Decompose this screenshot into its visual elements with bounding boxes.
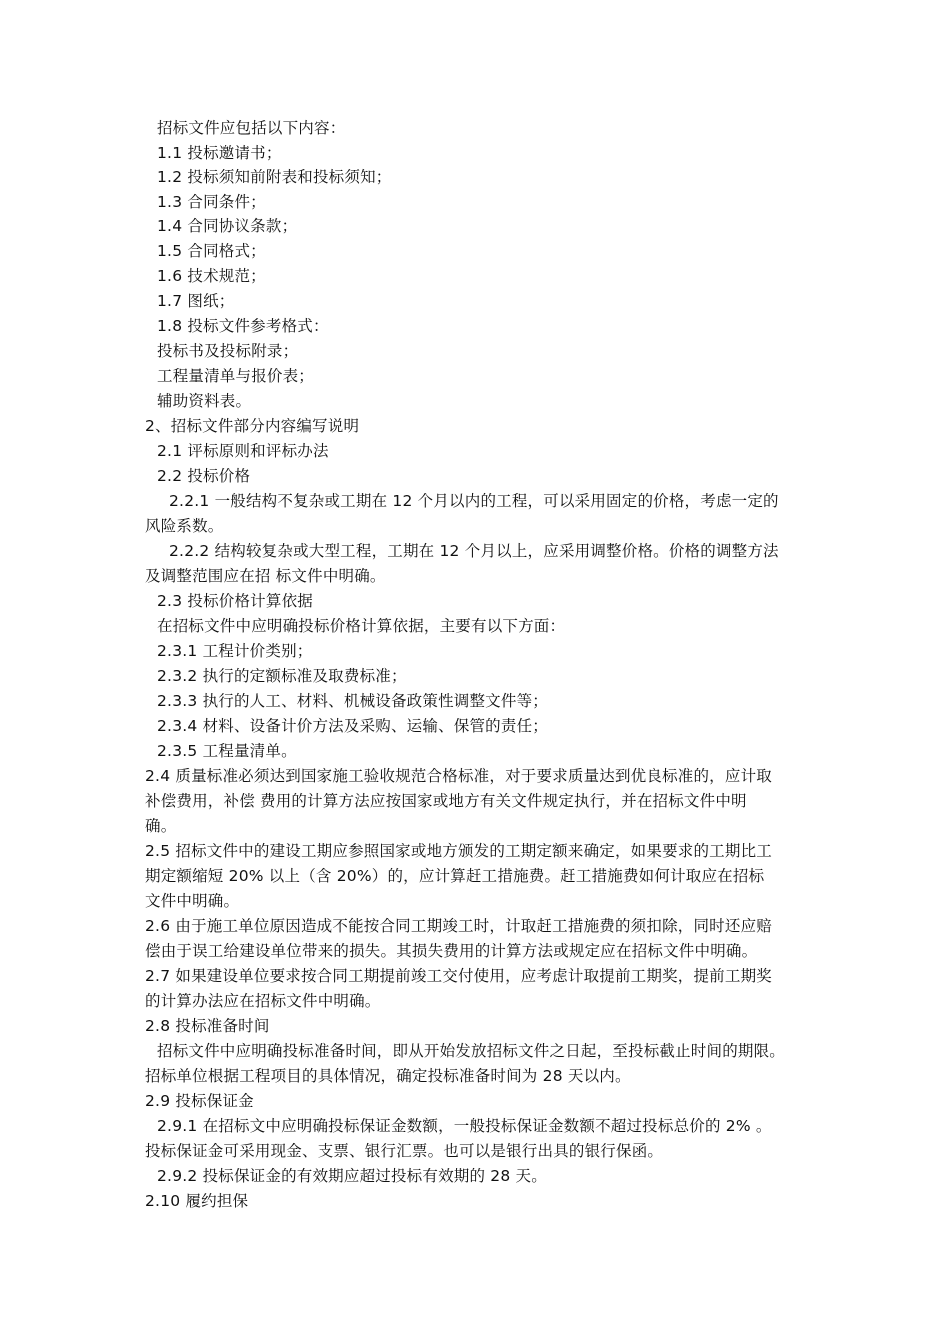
text-line: 2.9 投标保证金 [145, 1092, 254, 1110]
text-line: 2.4 质量标准必须达到国家施工验收规范合格标准，对于要求质量达到优良标准的，应计取 [145, 767, 772, 785]
text-line: 2.2.1 一般结构不复杂或工期在 12 个月以内的工程，可以采用固定的价格，考虑一定的 [169, 492, 779, 510]
text-line: 风险系数。 [145, 517, 224, 535]
text-line: 招标单位根据工程项目的具体情况，确定投标准备时间为 28 天以内。 [145, 1067, 631, 1085]
text-line: 2.1 评标原则和评标办法 [157, 442, 329, 460]
text-line: 2.7 如果建设单位要求按合同工期提前竣工交付使用，应考虑计取提前工期奖，提前工期奖 [145, 967, 772, 985]
text-line: 1.4 合同协议条款； [157, 217, 298, 235]
section-heading: 2、招标文件部分内容编写说明 [145, 417, 360, 435]
text-line: 2.3.1 工程计价类别； [157, 642, 313, 660]
text-line: 1.5 合同格式； [157, 242, 266, 260]
text-line: 在招标文件中应明确投标价格计算依据，主要有以下方面： [157, 617, 566, 635]
text-line: 2.9.2 投标保证金的有效期应超过投标有效期的 28 天。 [157, 1167, 547, 1185]
text-line: 的计算办法应在招标文件中明确。 [145, 992, 381, 1010]
text-line: 投标书及投标附录； [157, 342, 299, 360]
text-line: 2.3.4 材料、设备计价方法及采购、运输、保管的责任； [157, 717, 548, 735]
text-line: 及调整范围应在招 标文件中明确。 [145, 567, 386, 585]
text-line: 招标文件应包括以下内容： [157, 119, 346, 137]
text-line: 2.3.5 工程量清单。 [157, 742, 297, 760]
text-line: 1.3 合同条件； [157, 193, 266, 211]
text-line: 2.2 投标价格 [157, 467, 251, 485]
text-line: 投标保证金可采用现金、支票、银行汇票。也可以是银行出具的银行保函。 [145, 1142, 664, 1160]
text-line: 2.3.2 执行的定额标准及取费标准； [157, 667, 407, 685]
text-line: 2.3 投标价格计算依据 [157, 592, 313, 610]
text-line: 2.9.1 在招标文中应明确投标保证金数额，一般投标保证金数额不超过投标总价的 2% 。 [157, 1117, 772, 1135]
text-line: 1.2 投标须知前附表和投标须知； [157, 168, 392, 186]
text-line: 辅助资料表。 [157, 392, 252, 410]
text-line: 偿由于误工给建设单位带来的损失。其损失费用的计算方法或规定应在招标文件中明确。 [145, 942, 758, 960]
text-line: 确。 [145, 817, 177, 835]
text-line: 2.2.2 结构较复杂或大型工程，工期在 12 个月以上，应采用调整价格。价格的调整方法 [169, 542, 779, 560]
text-line: 1.6 技术规范； [157, 267, 266, 285]
text-line: 补偿费用，补偿 费用的计算方法应按国家或地方有关文件规定执行，并在招标文件中明 [145, 792, 747, 810]
text-line: 2.3.3 执行的人工、材料、机械设备政策性调整文件等； [157, 692, 548, 710]
text-line: 招标文件中应明确投标准备时间，即从开始发放招标文件之日起，至投标截止时间的期限。 [157, 1042, 786, 1060]
text-line: 2.8 投标准备时间 [145, 1017, 270, 1035]
text-line: 2.10 履约担保 [145, 1192, 249, 1210]
text-line: 2.6 由于施工单位原因造成不能按合同工期竣工时，计取赶工措施费的须扣除，同时还应赔 [145, 917, 772, 935]
text-line: 1.1 投标邀请书； [157, 144, 282, 162]
text-line: 1.7 图纸； [157, 292, 235, 310]
text-line: 工程量清单与报价表； [157, 367, 315, 385]
text-line: 期定额缩短 20% 以上（含 20%）的，应计算赶工措施费。赶工措施费如何计取应在招标 [145, 867, 765, 885]
text-line: 文件中明确。 [145, 892, 240, 910]
text-line: 2.5 招标文件中的建设工期应参照国家或地方颁发的工期定额来确定，如果要求的工期比工 [145, 842, 772, 860]
text-line: 1.8 投标文件参考格式： [157, 317, 329, 335]
